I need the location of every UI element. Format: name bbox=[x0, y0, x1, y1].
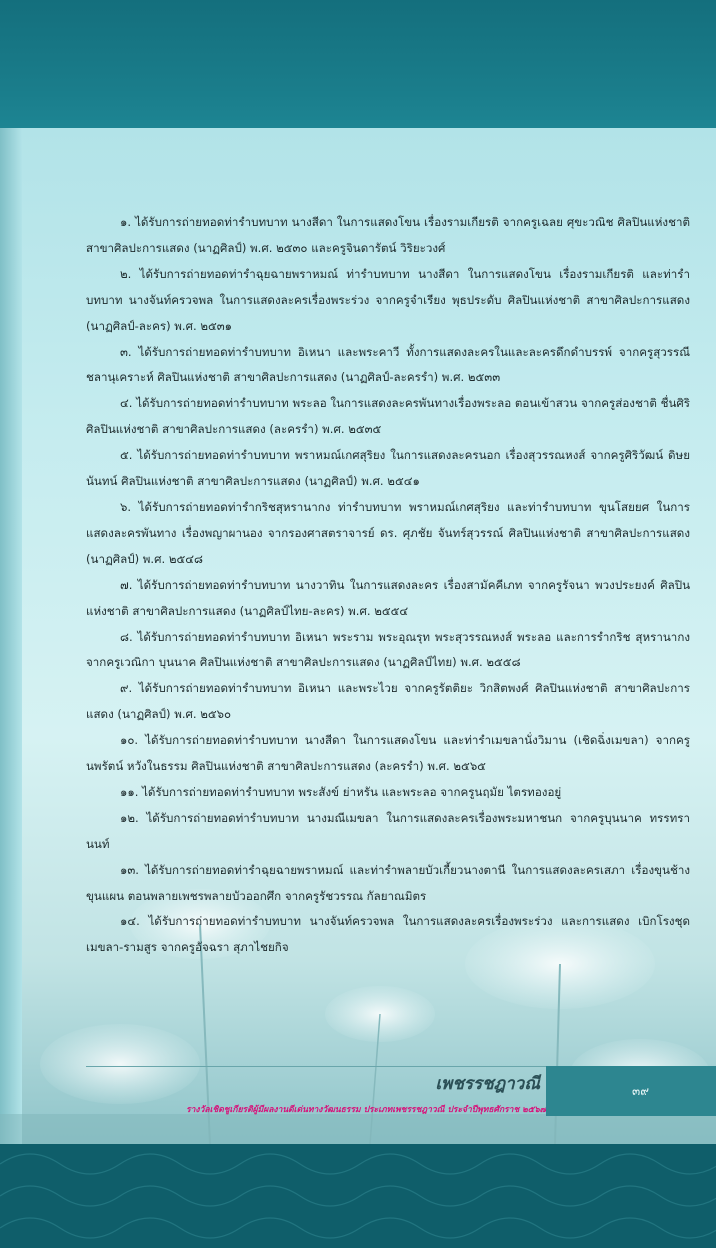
paragraph-6: ๖. ได้รับการถ่ายทอดท่ารำกริชสุหรานากง ท่ารำบทบาท พราหมณ์เกศสุริยง และท่ารำบทบาท ขุนโสยยศ ในการแสดงละครพันทาง เรื่องพญาผานอง จากรองศาสตราจารย์ ดร. ศุภชัย จันทร์สุวรรณ์ ศิลปินแห่งชาติ สาขาศิลปะการแสดง (นาฏศิลป์) พ.ศ. ๒๕๔๘ bbox=[86, 499, 690, 566]
paragraph-3: ๓. ได้รับการถ่ายทอดท่ารำบทบาท อิเหนา และพระคาวี ทั้งการแสดงละครในและละครดึกดำบรรพ์ จากครูสุวรรณี ชลานุเคราะห์ ศิลปินแห่งชาติ สาขาศิลปะการแสดง (นาฏศิลป์-ละครรำ) พ.ศ. ๒๕๓๓ bbox=[86, 344, 690, 385]
paragraph-5: ๕. ได้รับการถ่ายทอดท่ารำบทบาท พราหมณ์เกศสุริยง ในการแสดงละครนอก เรื่องสุวรรณหงส์ จากครูศิริวัฒน์ ดิษยนันทน์ ศิลปินแห่งชาติ สาขาศิลปะการแสดง (นาฏศิลป์) พ.ศ. ๒๕๔๑ bbox=[86, 448, 690, 489]
paragraph-4: ๔. ได้รับการถ่ายทอดท่ารำบทบาท พระลอ ในการแสดงละครพันทางเรื่องพระลอ ตอนเข้าสวน จากครูส่องชาติ ชื่นศิริ ศิลปินแห่งชาติ สาขาศิลปะการแสดง (ละครรำ) พ.ศ. ๒๕๓๕ bbox=[86, 396, 690, 437]
paragraph-11: ๑๑. ได้รับการถ่ายทอดท่ารำบทบาท พระสังข์ ย่าหรัน และพระลอ จากครูนฤมัย ไตรทองอยู่ bbox=[120, 784, 562, 799]
paragraph-2: ๒. ได้รับการถ่ายทอดท่ารำฉุยฉายพราหมณ์ ท่ารำบทบาท นางสีดา ในการแสดงโขน เรื่องรามเกียรติ และท่ารำบทบาท นางจันท์ครวจพล ในการแสดงละครเรื่องพระร่วง จากครูจำเรียง พุธประดับ ศิลปินแห่งชาติ สาขาศิลปะการแสดง (นาฏศิลป์-ละคร) พ.ศ. ๒๕๓๑ bbox=[86, 266, 690, 333]
ornament-pattern bbox=[0, 1144, 716, 1248]
paragraph-1: ๑. ได้รับการถ่ายทอดท่ารำบทบาท นางสีดา ในการแสดงโขน เรื่องรามเกียรติ จากครูเฉลย ศุขะวณิช ศิลปินแห่งชาติ สาขาศิลปะการแสดง (นาฏศิลป์) พ.ศ. ๒๕๓๐ และครูจินดารัตน์ วิริยะวงศ์ bbox=[86, 215, 690, 255]
paragraph-13: ๑๓. ได้รับการถ่ายทอดท่ารำฉุยฉายพราหมณ์ และท่ารำพลายบัวเกี้ยวนางตานี ในการแสดงละครเสภา เรื่องขุนช้างขุนแผน ตอนพลายเพชรพลายบัวออกศึก จากครูรัชวรรณ กัลยาณมิตร bbox=[86, 862, 690, 903]
page-number-box bbox=[546, 1066, 716, 1116]
top-band bbox=[0, 0, 716, 128]
footer-subtitle: รางวัลเชิดชูเกียรติผู้มีผลงานดีเด่นทางวัฒนธรรม ประเภทเพชรรชฎาวณี ประจำปีพุทธศักราช ๒๕๖๗ bbox=[186, 1105, 546, 1115]
paragraph-7: ๗. ได้รับการถ่ายทอดท่ารำบทบาท นางวาทิน ในการแสดงละคร เรื่องสามัคคีเภท จากครูรัจนา พวงประยงค์ ศิลปินแห่งชาติ สาขาศิลปะการแสดง (นาฏศิลป์ไทย-ละคร) พ.ศ. ๒๕๕๔ bbox=[86, 577, 690, 618]
footer-divider bbox=[86, 1066, 546, 1067]
document-page bbox=[0, 128, 716, 1144]
paragraph-10: ๑๐. ได้รับการถ่ายทอดท่ารำบทบาท นางสีดา ในการแสดงโขน และท่ารำเมขลานั่งวิมาน (เชิดฉิ่งเมขลา) จากครูนพรัตน์ หวังในธรรม ศิลปินแห่งชาติ สาขาศิลปะการแสดง (ละครรำ) พ.ศ. ๒๕๖๕ bbox=[86, 733, 690, 774]
page-number: ๓๙ bbox=[632, 1084, 649, 1098]
paragraph-12: ๑๒. ได้รับการถ่ายทอดท่ารำบทบาท นางมณีเมขลา ในการแสดงละครเรื่องพระมหาชนก จากครูบุนนาค ทรรทรานนท์ bbox=[86, 810, 690, 851]
body-text bbox=[86, 210, 690, 961]
paragraph-8: ๘. ได้รับการถ่ายทอดท่ารำบทบาท อิเหนา พระราม พระอุณรุท พระสุวรรณหงส์ พระลอ และการรำกริช สุหรานากง จากครูเวณิกา บุนนาค ศิลปินแห่งชาติ สาขาศิลปะการแสดง (นาฏศิลป์ไทย) พ.ศ. ๒๕๕๘ bbox=[86, 629, 690, 670]
paragraph-14: ๑๔. ได้รับการถ่ายทอดท่ารำบทบาท นางจันท์ครวจพล ในการแสดงละครเรื่องพระร่วง และการแสดง เบิกโรงชุดเมขลา-รามสูร จากครูอัจฉรา สุภาไชยกิจ bbox=[86, 914, 690, 955]
footer-title: เพชรรชฎาวณี bbox=[435, 1074, 540, 1094]
paragraph-9: ๙. ได้รับการถ่ายทอดท่ารำบทบาท อิเหนา และพระไวย จากครูรัตติยะ วิกสิตพงศ์ ศิลปินแห่งชาติ สาขาศิลปะการแสดง (นาฏศิลป์) พ.ศ. ๒๕๖๐ bbox=[86, 681, 690, 722]
bottom-band bbox=[0, 1144, 716, 1248]
